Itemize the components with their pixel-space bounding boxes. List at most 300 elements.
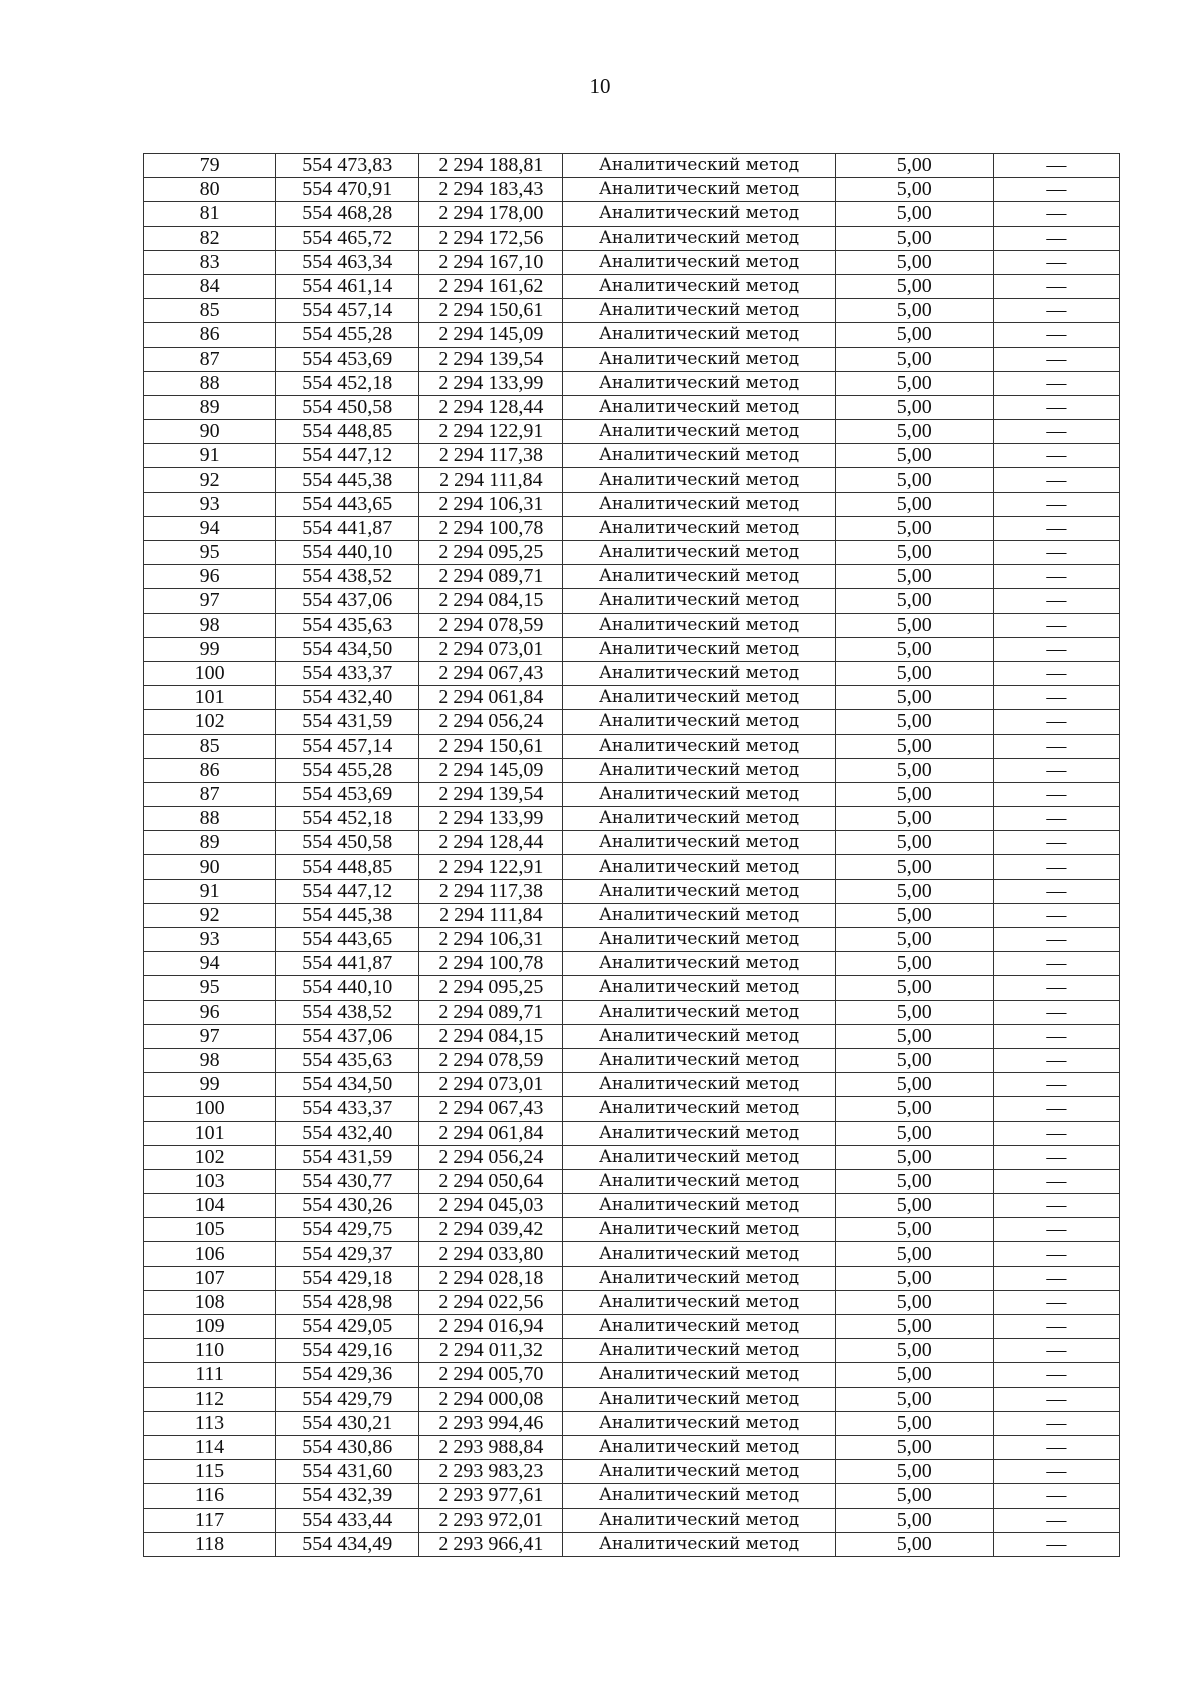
table-row xyxy=(144,1000,1120,1024)
table-row xyxy=(144,661,1120,685)
method-cell: Аналитический метод xyxy=(563,1169,835,1193)
point-number-cell: 101 xyxy=(144,1121,276,1145)
method-cell: Аналитический метод xyxy=(563,637,835,661)
accuracy-cell: 5,00 xyxy=(835,492,993,516)
point-number-cell: 82 xyxy=(144,226,276,250)
method-cell: Аналитический метод xyxy=(563,1411,835,1435)
description-cell: — xyxy=(993,516,1119,540)
accuracy-cell: 5,00 xyxy=(835,1435,993,1459)
description-cell: — xyxy=(993,589,1119,613)
accuracy-cell: 5,00 xyxy=(835,1145,993,1169)
accuracy-cell: 5,00 xyxy=(835,395,993,419)
table-row xyxy=(144,226,1120,250)
description-cell: — xyxy=(993,1145,1119,1169)
table-row xyxy=(144,371,1120,395)
accuracy-cell: 5,00 xyxy=(835,1121,993,1145)
x-coordinate-cell: 554 453,69 xyxy=(276,347,419,371)
description-cell: — xyxy=(993,1169,1119,1193)
description-cell: — xyxy=(993,1508,1119,1532)
description-cell: — xyxy=(993,347,1119,371)
table-row xyxy=(144,613,1120,637)
point-number-cell: 114 xyxy=(144,1435,276,1459)
description-cell: — xyxy=(993,1218,1119,1242)
accuracy-cell: 5,00 xyxy=(835,178,993,202)
accuracy-cell: 5,00 xyxy=(835,1218,993,1242)
point-number-cell: 115 xyxy=(144,1460,276,1484)
table-row xyxy=(144,299,1120,323)
point-number-cell: 112 xyxy=(144,1387,276,1411)
y-coordinate-cell: 2 294 089,71 xyxy=(419,565,563,589)
y-coordinate-cell: 2 294 100,78 xyxy=(419,516,563,540)
y-coordinate-cell: 2 294 016,94 xyxy=(419,1315,563,1339)
point-number-cell: 107 xyxy=(144,1266,276,1290)
y-coordinate-cell: 2 293 966,41 xyxy=(419,1532,563,1556)
accuracy-cell: 5,00 xyxy=(835,1387,993,1411)
accuracy-cell: 5,00 xyxy=(835,1169,993,1193)
description-cell: — xyxy=(993,1290,1119,1314)
y-coordinate-cell: 2 294 145,09 xyxy=(419,323,563,347)
point-number-cell: 118 xyxy=(144,1532,276,1556)
accuracy-cell: 5,00 xyxy=(835,1339,993,1363)
accuracy-cell: 5,00 xyxy=(835,226,993,250)
method-cell: Аналитический метод xyxy=(563,952,835,976)
method-cell: Аналитический метод xyxy=(563,1000,835,1024)
description-cell: — xyxy=(993,661,1119,685)
y-coordinate-cell: 2 294 045,03 xyxy=(419,1194,563,1218)
accuracy-cell: 5,00 xyxy=(835,1411,993,1435)
y-coordinate-cell: 2 294 111,84 xyxy=(419,468,563,492)
table-row xyxy=(144,903,1120,927)
point-number-cell: 79 xyxy=(144,154,276,178)
point-number-cell: 88 xyxy=(144,371,276,395)
point-number-cell: 84 xyxy=(144,274,276,298)
description-cell: — xyxy=(993,1435,1119,1459)
description-cell: — xyxy=(993,250,1119,274)
y-coordinate-cell: 2 294 011,32 xyxy=(419,1339,563,1363)
table-row xyxy=(144,976,1120,1000)
method-cell: Аналитический метод xyxy=(563,347,835,371)
method-cell: Аналитический метод xyxy=(563,686,835,710)
point-number-cell: 93 xyxy=(144,928,276,952)
y-coordinate-cell: 2 294 117,38 xyxy=(419,444,563,468)
method-cell: Аналитический метод xyxy=(563,274,835,298)
method-cell: Аналитический метод xyxy=(563,1484,835,1508)
x-coordinate-cell: 554 453,69 xyxy=(276,782,419,806)
accuracy-cell: 5,00 xyxy=(835,299,993,323)
table-row xyxy=(144,710,1120,734)
point-number-cell: 92 xyxy=(144,903,276,927)
point-number-cell: 98 xyxy=(144,613,276,637)
point-number-cell: 88 xyxy=(144,807,276,831)
point-number-cell: 98 xyxy=(144,1048,276,1072)
description-cell: — xyxy=(993,323,1119,347)
description-cell: — xyxy=(993,154,1119,178)
y-coordinate-cell: 2 294 172,56 xyxy=(419,226,563,250)
table-row xyxy=(144,202,1120,226)
table-row xyxy=(144,1194,1120,1218)
y-coordinate-cell: 2 294 183,43 xyxy=(419,178,563,202)
table-row xyxy=(144,1532,1120,1556)
accuracy-cell: 5,00 xyxy=(835,1073,993,1097)
accuracy-cell: 5,00 xyxy=(835,952,993,976)
method-cell: Аналитический метод xyxy=(563,1073,835,1097)
method-cell: Аналитический метод xyxy=(563,1024,835,1048)
point-number-cell: 117 xyxy=(144,1508,276,1532)
method-cell: Аналитический метод xyxy=(563,734,835,758)
y-coordinate-cell: 2 294 067,43 xyxy=(419,1097,563,1121)
y-coordinate-cell: 2 294 056,24 xyxy=(419,710,563,734)
x-coordinate-cell: 554 428,98 xyxy=(276,1290,419,1314)
method-cell: Аналитический метод xyxy=(563,855,835,879)
description-cell: — xyxy=(993,1194,1119,1218)
point-number-cell: 111 xyxy=(144,1363,276,1387)
point-number-cell: 89 xyxy=(144,831,276,855)
table-row xyxy=(144,492,1120,516)
table-row xyxy=(144,928,1120,952)
table-row xyxy=(144,1024,1120,1048)
y-coordinate-cell: 2 293 972,01 xyxy=(419,1508,563,1532)
method-cell: Аналитический метод xyxy=(563,468,835,492)
x-coordinate-cell: 554 448,85 xyxy=(276,855,419,879)
table-row xyxy=(144,154,1120,178)
point-number-cell: 102 xyxy=(144,710,276,734)
point-number-cell: 96 xyxy=(144,565,276,589)
accuracy-cell: 5,00 xyxy=(835,541,993,565)
y-coordinate-cell: 2 293 977,61 xyxy=(419,1484,563,1508)
method-cell: Аналитический метод xyxy=(563,976,835,1000)
table-row xyxy=(144,1315,1120,1339)
y-coordinate-cell: 2 294 084,15 xyxy=(419,1024,563,1048)
accuracy-cell: 5,00 xyxy=(835,1000,993,1024)
y-coordinate-cell: 2 294 067,43 xyxy=(419,661,563,685)
accuracy-cell: 5,00 xyxy=(835,686,993,710)
y-coordinate-cell: 2 294 111,84 xyxy=(419,903,563,927)
method-cell: Аналитический метод xyxy=(563,1218,835,1242)
x-coordinate-cell: 554 461,14 xyxy=(276,274,419,298)
x-coordinate-cell: 554 447,12 xyxy=(276,444,419,468)
x-coordinate-cell: 554 450,58 xyxy=(276,831,419,855)
point-number-cell: 102 xyxy=(144,1145,276,1169)
accuracy-cell: 5,00 xyxy=(835,323,993,347)
page-number: 10 xyxy=(589,74,611,98)
method-cell: Аналитический метод xyxy=(563,444,835,468)
accuracy-cell: 5,00 xyxy=(835,1363,993,1387)
point-number-cell: 110 xyxy=(144,1339,276,1363)
accuracy-cell: 5,00 xyxy=(835,710,993,734)
method-cell: Аналитический метод xyxy=(563,1266,835,1290)
y-coordinate-cell: 2 294 078,59 xyxy=(419,613,563,637)
accuracy-cell: 5,00 xyxy=(835,734,993,758)
point-number-cell: 95 xyxy=(144,541,276,565)
y-coordinate-cell: 2 294 122,91 xyxy=(419,855,563,879)
y-coordinate-cell: 2 294 095,25 xyxy=(419,541,563,565)
description-cell: — xyxy=(993,444,1119,468)
point-number-cell: 104 xyxy=(144,1194,276,1218)
x-coordinate-cell: 554 452,18 xyxy=(276,371,419,395)
table-row xyxy=(144,831,1120,855)
description-cell: — xyxy=(993,879,1119,903)
coordinates-table xyxy=(143,153,1120,1557)
method-cell: Аналитический метод xyxy=(563,1339,835,1363)
table-row xyxy=(144,1242,1120,1266)
description-cell: — xyxy=(993,831,1119,855)
table-row xyxy=(144,1266,1120,1290)
point-number-cell: 90 xyxy=(144,855,276,879)
x-coordinate-cell: 554 463,34 xyxy=(276,250,419,274)
table-row xyxy=(144,807,1120,831)
x-coordinate-cell: 554 429,37 xyxy=(276,1242,419,1266)
method-cell: Аналитический метод xyxy=(563,1460,835,1484)
table-row xyxy=(144,1484,1120,1508)
accuracy-cell: 5,00 xyxy=(835,1315,993,1339)
method-cell: Аналитический метод xyxy=(563,202,835,226)
table-row xyxy=(144,1218,1120,1242)
table-row xyxy=(144,1387,1120,1411)
x-coordinate-cell: 554 430,26 xyxy=(276,1194,419,1218)
method-cell: Аналитический метод xyxy=(563,1315,835,1339)
accuracy-cell: 5,00 xyxy=(835,1242,993,1266)
point-number-cell: 90 xyxy=(144,420,276,444)
y-coordinate-cell: 2 294 128,44 xyxy=(419,395,563,419)
accuracy-cell: 5,00 xyxy=(835,661,993,685)
accuracy-cell: 5,00 xyxy=(835,516,993,540)
y-coordinate-cell: 2 294 106,31 xyxy=(419,492,563,516)
table-row xyxy=(144,444,1120,468)
table-row xyxy=(144,686,1120,710)
accuracy-cell: 5,00 xyxy=(835,1024,993,1048)
point-number-cell: 81 xyxy=(144,202,276,226)
point-number-cell: 100 xyxy=(144,661,276,685)
x-coordinate-cell: 554 433,37 xyxy=(276,1097,419,1121)
description-cell: — xyxy=(993,928,1119,952)
description-cell: — xyxy=(993,1000,1119,1024)
table-body xyxy=(144,154,1120,1557)
accuracy-cell: 5,00 xyxy=(835,928,993,952)
description-cell: — xyxy=(993,952,1119,976)
description-cell: — xyxy=(993,226,1119,250)
table-row xyxy=(144,879,1120,903)
point-number-cell: 94 xyxy=(144,952,276,976)
y-coordinate-cell: 2 294 139,54 xyxy=(419,782,563,806)
x-coordinate-cell: 554 432,40 xyxy=(276,686,419,710)
method-cell: Аналитический метод xyxy=(563,589,835,613)
x-coordinate-cell: 554 434,50 xyxy=(276,1073,419,1097)
point-number-cell: 85 xyxy=(144,734,276,758)
point-number-cell: 109 xyxy=(144,1315,276,1339)
point-number-cell: 99 xyxy=(144,637,276,661)
description-cell: — xyxy=(993,1460,1119,1484)
table-row xyxy=(144,347,1120,371)
y-coordinate-cell: 2 294 061,84 xyxy=(419,1121,563,1145)
accuracy-cell: 5,00 xyxy=(835,855,993,879)
accuracy-cell: 5,00 xyxy=(835,347,993,371)
y-coordinate-cell: 2 294 150,61 xyxy=(419,734,563,758)
method-cell: Аналитический метод xyxy=(563,807,835,831)
table-row xyxy=(144,1290,1120,1314)
description-cell: — xyxy=(993,1048,1119,1072)
x-coordinate-cell: 554 431,60 xyxy=(276,1460,419,1484)
method-cell: Аналитический метод xyxy=(563,516,835,540)
table-row xyxy=(144,1363,1120,1387)
description-cell: — xyxy=(993,468,1119,492)
description-cell: — xyxy=(993,1532,1119,1556)
accuracy-cell: 5,00 xyxy=(835,565,993,589)
y-coordinate-cell: 2 294 073,01 xyxy=(419,1073,563,1097)
method-cell: Аналитический метод xyxy=(563,1242,835,1266)
x-coordinate-cell: 554 437,06 xyxy=(276,1024,419,1048)
x-coordinate-cell: 554 432,40 xyxy=(276,1121,419,1145)
table-row xyxy=(144,274,1120,298)
x-coordinate-cell: 554 445,38 xyxy=(276,903,419,927)
x-coordinate-cell: 554 457,14 xyxy=(276,299,419,323)
method-cell: Аналитический метод xyxy=(563,541,835,565)
y-coordinate-cell: 2 293 994,46 xyxy=(419,1411,563,1435)
table-row xyxy=(144,1145,1120,1169)
method-cell: Аналитический метод xyxy=(563,371,835,395)
point-number-cell: 80 xyxy=(144,178,276,202)
method-cell: Аналитический метод xyxy=(563,782,835,806)
point-number-cell: 101 xyxy=(144,686,276,710)
accuracy-cell: 5,00 xyxy=(835,420,993,444)
table-row xyxy=(144,637,1120,661)
x-coordinate-cell: 554 431,59 xyxy=(276,1145,419,1169)
y-coordinate-cell: 2 294 188,81 xyxy=(419,154,563,178)
point-number-cell: 105 xyxy=(144,1218,276,1242)
table-row xyxy=(144,516,1120,540)
accuracy-cell: 5,00 xyxy=(835,274,993,298)
y-coordinate-cell: 2 294 122,91 xyxy=(419,420,563,444)
accuracy-cell: 5,00 xyxy=(835,782,993,806)
description-cell: — xyxy=(993,782,1119,806)
point-number-cell: 99 xyxy=(144,1073,276,1097)
description-cell: — xyxy=(993,1097,1119,1121)
description-cell: — xyxy=(993,976,1119,1000)
x-coordinate-cell: 554 448,85 xyxy=(276,420,419,444)
x-coordinate-cell: 554 429,75 xyxy=(276,1218,419,1242)
description-cell: — xyxy=(993,613,1119,637)
description-cell: — xyxy=(993,758,1119,782)
x-coordinate-cell: 554 435,63 xyxy=(276,1048,419,1072)
y-coordinate-cell: 2 294 039,42 xyxy=(419,1218,563,1242)
description-cell: — xyxy=(993,710,1119,734)
point-number-cell: 100 xyxy=(144,1097,276,1121)
method-cell: Аналитический метод xyxy=(563,1435,835,1459)
accuracy-cell: 5,00 xyxy=(835,613,993,637)
method-cell: Аналитический метод xyxy=(563,710,835,734)
point-number-cell: 103 xyxy=(144,1169,276,1193)
x-coordinate-cell: 554 438,52 xyxy=(276,565,419,589)
description-cell: — xyxy=(993,807,1119,831)
x-coordinate-cell: 554 432,39 xyxy=(276,1484,419,1508)
x-coordinate-cell: 554 433,44 xyxy=(276,1508,419,1532)
method-cell: Аналитический метод xyxy=(563,565,835,589)
x-coordinate-cell: 554 429,16 xyxy=(276,1339,419,1363)
y-coordinate-cell: 2 294 050,64 xyxy=(419,1169,563,1193)
table-row xyxy=(144,734,1120,758)
point-number-cell: 116 xyxy=(144,1484,276,1508)
x-coordinate-cell: 554 430,86 xyxy=(276,1435,419,1459)
point-number-cell: 113 xyxy=(144,1411,276,1435)
description-cell: — xyxy=(993,855,1119,879)
table-row xyxy=(144,589,1120,613)
description-cell: — xyxy=(993,178,1119,202)
description-cell: — xyxy=(993,1339,1119,1363)
accuracy-cell: 5,00 xyxy=(835,468,993,492)
accuracy-cell: 5,00 xyxy=(835,903,993,927)
point-number-cell: 87 xyxy=(144,782,276,806)
y-coordinate-cell: 2 294 167,10 xyxy=(419,250,563,274)
x-coordinate-cell: 554 430,77 xyxy=(276,1169,419,1193)
x-coordinate-cell: 554 430,21 xyxy=(276,1411,419,1435)
x-coordinate-cell: 554 468,28 xyxy=(276,202,419,226)
x-coordinate-cell: 554 443,65 xyxy=(276,928,419,952)
method-cell: Аналитический метод xyxy=(563,250,835,274)
table-row xyxy=(144,952,1120,976)
method-cell: Аналитический метод xyxy=(563,226,835,250)
accuracy-cell: 5,00 xyxy=(835,637,993,661)
description-cell: — xyxy=(993,420,1119,444)
description-cell: — xyxy=(993,299,1119,323)
description-cell: — xyxy=(993,1024,1119,1048)
point-number-cell: 97 xyxy=(144,589,276,613)
description-cell: — xyxy=(993,1073,1119,1097)
accuracy-cell: 5,00 xyxy=(835,202,993,226)
table-row xyxy=(144,1460,1120,1484)
accuracy-cell: 5,00 xyxy=(835,879,993,903)
table-row xyxy=(144,395,1120,419)
y-coordinate-cell: 2 294 000,08 xyxy=(419,1387,563,1411)
y-coordinate-cell: 2 294 084,15 xyxy=(419,589,563,613)
description-cell: — xyxy=(993,1315,1119,1339)
y-coordinate-cell: 2 294 150,61 xyxy=(419,299,563,323)
point-number-cell: 92 xyxy=(144,468,276,492)
description-cell: — xyxy=(993,1266,1119,1290)
method-cell: Аналитический метод xyxy=(563,879,835,903)
method-cell: Аналитический метод xyxy=(563,613,835,637)
description-cell: — xyxy=(993,492,1119,516)
x-coordinate-cell: 554 429,18 xyxy=(276,1266,419,1290)
x-coordinate-cell: 554 447,12 xyxy=(276,879,419,903)
table-row xyxy=(144,178,1120,202)
method-cell: Аналитический метод xyxy=(563,299,835,323)
y-coordinate-cell: 2 294 089,71 xyxy=(419,1000,563,1024)
method-cell: Аналитический метод xyxy=(563,1097,835,1121)
accuracy-cell: 5,00 xyxy=(835,976,993,1000)
table-row xyxy=(144,758,1120,782)
point-number-cell: 86 xyxy=(144,323,276,347)
y-coordinate-cell: 2 294 128,44 xyxy=(419,831,563,855)
point-number-cell: 94 xyxy=(144,516,276,540)
point-number-cell: 95 xyxy=(144,976,276,1000)
accuracy-cell: 5,00 xyxy=(835,807,993,831)
description-cell: — xyxy=(993,1121,1119,1145)
table-row xyxy=(144,420,1120,444)
table-row xyxy=(144,1411,1120,1435)
y-coordinate-cell: 2 293 988,84 xyxy=(419,1435,563,1459)
accuracy-cell: 5,00 xyxy=(835,1460,993,1484)
accuracy-cell: 5,00 xyxy=(835,758,993,782)
description-cell: — xyxy=(993,1242,1119,1266)
accuracy-cell: 5,00 xyxy=(835,1290,993,1314)
method-cell: Аналитический метод xyxy=(563,661,835,685)
x-coordinate-cell: 554 455,28 xyxy=(276,323,419,347)
method-cell: Аналитический метод xyxy=(563,758,835,782)
point-number-cell: 86 xyxy=(144,758,276,782)
point-number-cell: 91 xyxy=(144,444,276,468)
y-coordinate-cell: 2 294 078,59 xyxy=(419,1048,563,1072)
x-coordinate-cell: 554 429,05 xyxy=(276,1315,419,1339)
method-cell: Аналитический метод xyxy=(563,1048,835,1072)
